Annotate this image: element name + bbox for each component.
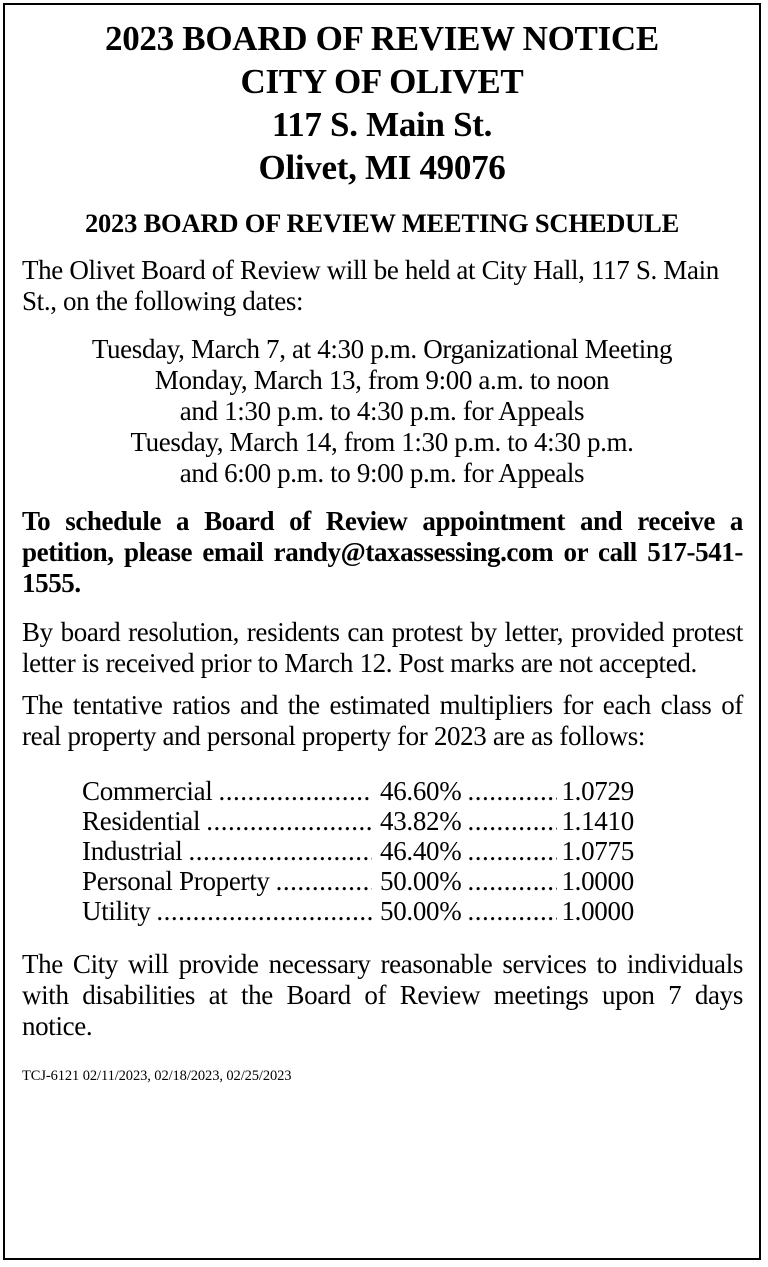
date-line: Tuesday, March 14, from 1:30 p.m. to 4:30 p.m. [130, 427, 634, 457]
header-city: CITY OF OLIVET [240, 62, 524, 101]
ratio-value: 43.82% [380, 806, 462, 836]
multiplier-value: 1.0729 [561, 776, 634, 806]
publication-footer: TCJ-6121 02/11/2023, 02/18/2023, 02/25/2023 [22, 1068, 292, 1084]
date-line: Tuesday, March 7, at 4:30 p.m. Organizational Meeting [91, 334, 673, 364]
ratio-row [82, 806, 759, 836]
header-city-state-zip: Olivet, MI 49076 [258, 148, 506, 187]
header-street: 117 S. Main St. [271, 105, 493, 144]
date-line: Monday, March 13, from 9:00 a.m. to noon [154, 365, 610, 395]
ratio-value: 50.00% [380, 866, 462, 896]
ratios-intro-paragraph: The tentative ratios and the estimated multipliers for each class of real property and personal property for 2023 are as follows: [22, 690, 743, 751]
services-paragraph: The City will provide necessary reasonable services to individuals with disabilities at the Board of Review meetings upon 7 days notice. [22, 949, 743, 1041]
ratio-value: 46.40% [380, 836, 462, 866]
ratio-class: Commercial [82, 776, 213, 806]
resolution-paragraph: By board resolution, residents can protest by letter, provided protest letter is received prior to March 12. Post marks are not accepted. [22, 617, 743, 678]
multiplier-value: 1.0000 [561, 896, 634, 926]
ratio-row [82, 896, 759, 926]
ratio-class: Residential [82, 806, 201, 836]
multiplier-value: 1.1410 [561, 806, 634, 836]
meeting-dates [5, 334, 759, 489]
date-line: and 1:30 p.m. to 4:30 p.m. for Appeals [179, 396, 585, 426]
schedule-title: 2023 BOARD OF REVIEW MEETING SCHEDULE [84, 208, 680, 238]
ratio-row [82, 776, 759, 806]
ratio-value: 46.60% [380, 776, 462, 806]
notice-header [5, 17, 759, 189]
ratio-class: Personal Property [82, 866, 270, 896]
ratio-class: Industrial [82, 836, 183, 866]
ratio-row [82, 866, 759, 896]
multiplier-value: 1.0000 [561, 866, 634, 896]
ratio-row [82, 836, 759, 866]
date-line: and 6:00 p.m. to 9:00 p.m. for Appeals [179, 458, 585, 488]
header-title: 2023 BOARD OF REVIEW NOTICE [105, 19, 659, 58]
ratio-value: 50.00% [380, 896, 462, 926]
appointment-paragraph: To schedule a Board of Review appointment and receive a petition, please email randy@taxassessing.com or call 517-541-1555. [22, 506, 743, 598]
ratio-class: Utility [82, 896, 151, 926]
intro-paragraph: The Olivet Board of Review will be held at City Hall, 117 S. Main St., on the following dates: [22, 255, 719, 316]
board-of-review-notice [3, 3, 761, 1260]
multiplier-value: 1.0775 [561, 836, 634, 866]
ratios-table [82, 776, 759, 926]
